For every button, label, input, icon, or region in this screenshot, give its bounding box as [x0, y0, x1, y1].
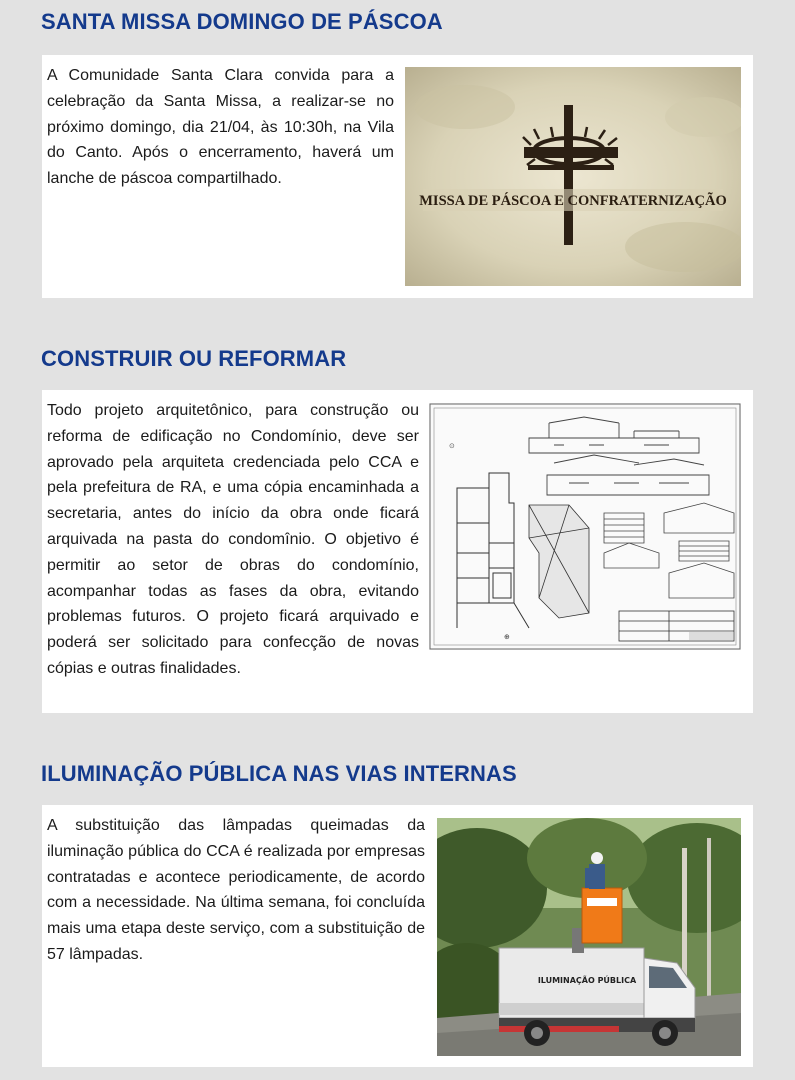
section-title-missa: SANTA MISSA DOMINGO DE PÁSCOA	[41, 9, 443, 34]
svg-text:⊙: ⊙	[449, 442, 455, 450]
missa-text: A Comunidade Santa Clara convida para a celebração da Santa Missa, a realizar-se no próximo domingo, dia 21/04, às 10:30h, na Vila do Canto. Após o encerramento, haverá um lanche de páscoa compartilhado.	[47, 67, 394, 188]
architectural-plan-icon	[429, 403, 741, 650]
architectural-plan-image	[429, 403, 741, 650]
bucket-truck-icon	[437, 818, 741, 1056]
truck-label: ILUMINAÇÃO PÚBLICA	[537, 976, 637, 985]
section-title-construir: CONSTRUIR OU REFORMAR	[41, 346, 347, 371]
missa-image-caption: MISSA DE PÁSCOA E CONFRATERNIZAÇÃO	[419, 193, 727, 209]
card-iluminacao	[42, 805, 753, 1067]
svg-text:⊕: ⊕	[504, 633, 510, 641]
section-title-iluminacao: ILUMINAÇÃO PÚBLICA NAS VIAS INTERNAS	[41, 761, 517, 786]
missa-image	[405, 67, 741, 286]
card-construir	[42, 390, 753, 713]
iluminacao-text: A substituição das lâmpadas queimadas da iluminação pública do CCA é realizada por empresas contratadas e acontece periodicamente, de acordo com a necessidade. Na última semana, foi concluída mais uma etapa deste serviço, com a substituição de 57 lâmpadas.	[47, 817, 425, 963]
lighting-truck-image	[437, 818, 741, 1056]
construir-text: Todo projeto arquitetônico, para construção ou reforma de edificação no Condomínio, deve ser aprovado pela arquiteta credenciada pelo CCA e pela prefeitura de RA, e uma cópia encaminhada a secretaria, antes do início da obra onde ficará arquivada na pasta do condomînio. O objetivo é permitir ao setor de obras do condomínio, acompanhar todas as fases da obra, evitando problemas futuros. O projeto ficará arquivado e poderá ser solicitado para confecção de novas cópias e outras finalidades.	[47, 402, 419, 677]
card-missa	[42, 55, 753, 298]
